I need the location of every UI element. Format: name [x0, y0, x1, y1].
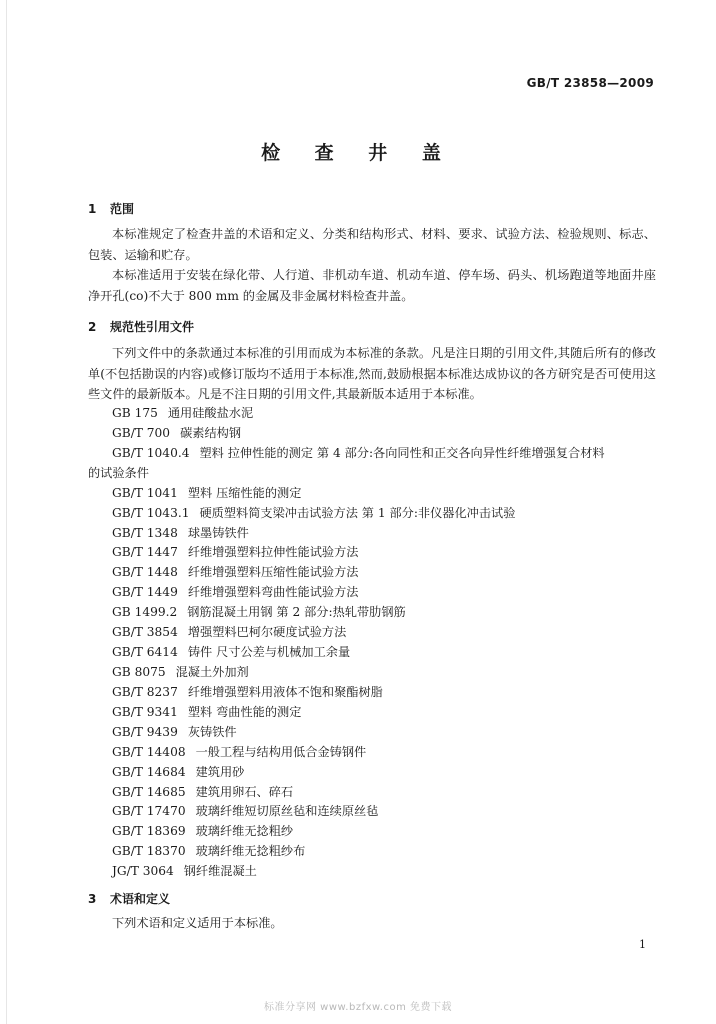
reference-title: 建筑用砂 [195, 764, 245, 779]
reference-item [112, 583, 658, 603]
reference-title: 玻璃纤维无捻粗纱 [195, 824, 294, 839]
reference-title: 增强塑料巴柯尔硬度试验方法 [187, 625, 347, 640]
reference-title: 塑料 拉伸性能的测定 第 4 部分:各向同性和正交各向异性纤维增强复合材料 [199, 445, 605, 460]
reference-item [112, 663, 658, 683]
reference-code: GB/T 8237 [112, 684, 178, 699]
reference-code: GB/T 700 [112, 425, 171, 440]
reference-code: GB/T 3854 [112, 625, 178, 640]
standard-code: GB/T 23858—2009 [526, 76, 654, 90]
reference-code: GB/T 14684 [112, 764, 186, 779]
reference-title: 通用硅酸盐水泥 [167, 406, 254, 420]
reference-item [112, 822, 658, 842]
reference-title: 纤维增强塑料弯曲性能试验方法 [187, 585, 359, 600]
reference-code: JG/T 3064 [112, 864, 174, 879]
section-1-heading [88, 200, 134, 217]
reference-item [112, 563, 658, 583]
reference-item [112, 723, 658, 743]
reference-code: GB/T 1449 [112, 585, 178, 600]
reference-code: GB/T 1448 [112, 565, 178, 580]
reference-code: GB/T 14408 [112, 744, 186, 759]
reference-title: 塑料 弯曲性能的测定 [187, 704, 302, 719]
reference-code: GB 175 [112, 406, 158, 420]
reference-title: 玻璃纤维无捻粗纱布 [195, 844, 306, 859]
reference-code: GB/T 18369 [112, 824, 186, 839]
reference-code: GB/T 17470 [112, 804, 186, 819]
document-title: 检 查 井 盖 [261, 142, 455, 164]
reference-item [112, 543, 658, 563]
reference-title: 的试验条件 [88, 465, 149, 480]
reference-title: 玻璃纤维短切原丝毡和连续原丝毡 [195, 804, 379, 819]
reference-code: GB/T 14685 [112, 784, 186, 799]
reference-title: 混凝土外加剂 [175, 664, 249, 679]
reference-item [112, 484, 658, 504]
reference-title: 建筑用卵石、碎石 [195, 784, 294, 799]
page-number: 1 [639, 938, 646, 951]
reference-title: 纤维增强塑料用液体不饱和聚酯树脂 [187, 684, 383, 699]
reference-code: GB/T 9439 [112, 724, 178, 739]
reference-code: GB/T 6414 [112, 645, 178, 660]
reference-item [112, 862, 658, 882]
reference-code: GB 1499.2 [112, 605, 178, 620]
reference-title: 纤维增强塑料压缩性能试验方法 [187, 565, 359, 580]
reference-title: 铸件 尺寸公差与机械加工余量 [187, 645, 351, 660]
reference-item [112, 703, 658, 723]
section-number: 3 [88, 892, 97, 906]
reference-title: 钢纤维混凝土 [183, 864, 257, 879]
reference-item [112, 424, 658, 444]
reference-item [112, 783, 658, 803]
section-title: 术语和定义 [110, 892, 171, 906]
section-1-paragraph-1: 本标准规定了检查井盖的术语和定义、分类和结构形式、材料、要求、试验方法、检验规则、标志、包装、运输和贮存。 [88, 227, 656, 262]
watermark: 标准分享网 www.bzfxw.com 免费下载 [264, 1002, 452, 1013]
section-number: 2 [88, 320, 97, 334]
reference-title: 钢筋混凝土用钢 第 2 部分:热轧带肋钢筋 [187, 605, 406, 620]
reference-item [112, 802, 658, 822]
reference-title: 碳素结构钢 [180, 425, 242, 440]
reference-code: GB/T 1447 [112, 545, 178, 560]
reference-title: 球墨铸铁件 [187, 525, 249, 540]
reference-code: GB/T 1041 [112, 485, 178, 500]
reference-title: 塑料 压缩性能的测定 [187, 485, 302, 500]
reference-item [112, 444, 658, 464]
reference-code: GB/T 1043.1 [112, 505, 190, 520]
reference-item [112, 842, 658, 862]
reference-item [112, 643, 658, 663]
section-3-heading [88, 890, 170, 907]
section-2-intro: 下列文件中的条款通过本标准的引用而成为本标准的条款。凡是注日期的引用文件,其随后所有的修改单(不包括勘误的内容)或修订版均不适用于本标准,然而,鼓励根据本标准达成协议的各方研究是否可使用这些文件的最新版本。凡是不注日期的引用文件,其最新版本适用于本标准。 [88, 346, 656, 401]
normative-references-list [88, 404, 658, 882]
section-1-paragraph-2: 本标准适用于安装在绿化带、人行道、非机动车道、机动车道、停车场、码头、机场跑道等地面井座净开孔(co)不大于 800 mm 的金属及非金属材料检查井盖。 [88, 268, 656, 303]
section-2-heading [88, 318, 194, 335]
section-3-intro: 下列术语和定义适用于本标准。 [112, 916, 283, 930]
section-number: 1 [88, 202, 97, 216]
reference-item [112, 524, 658, 544]
reference-item [112, 504, 658, 524]
reference-code: GB/T 9341 [112, 704, 178, 719]
reference-code: GB/T 18370 [112, 844, 186, 859]
reference-item [112, 763, 658, 783]
reference-title: 硬质塑料简支梁冲击试验方法 第 1 部分:非仪器化冲击试验 [199, 505, 516, 520]
reference-title: 灰铸铁件 [187, 724, 237, 739]
reference-title: 纤维增强塑料拉伸性能试验方法 [187, 545, 359, 560]
reference-code: GB/T 1348 [112, 525, 178, 540]
reference-title: 一般工程与结构用低合金铸钢件 [195, 744, 367, 759]
section-title: 范围 [110, 202, 135, 216]
section-title: 规范性引用文件 [110, 320, 195, 334]
reference-item [112, 683, 658, 703]
reference-item [112, 404, 658, 424]
reference-item [112, 603, 658, 623]
reference-item [112, 623, 658, 643]
reference-code: GB/T 1040.4 [112, 445, 190, 460]
reference-item [112, 743, 658, 763]
reference-code: GB 8075 [112, 664, 166, 679]
reference-item-continuation [88, 464, 658, 484]
